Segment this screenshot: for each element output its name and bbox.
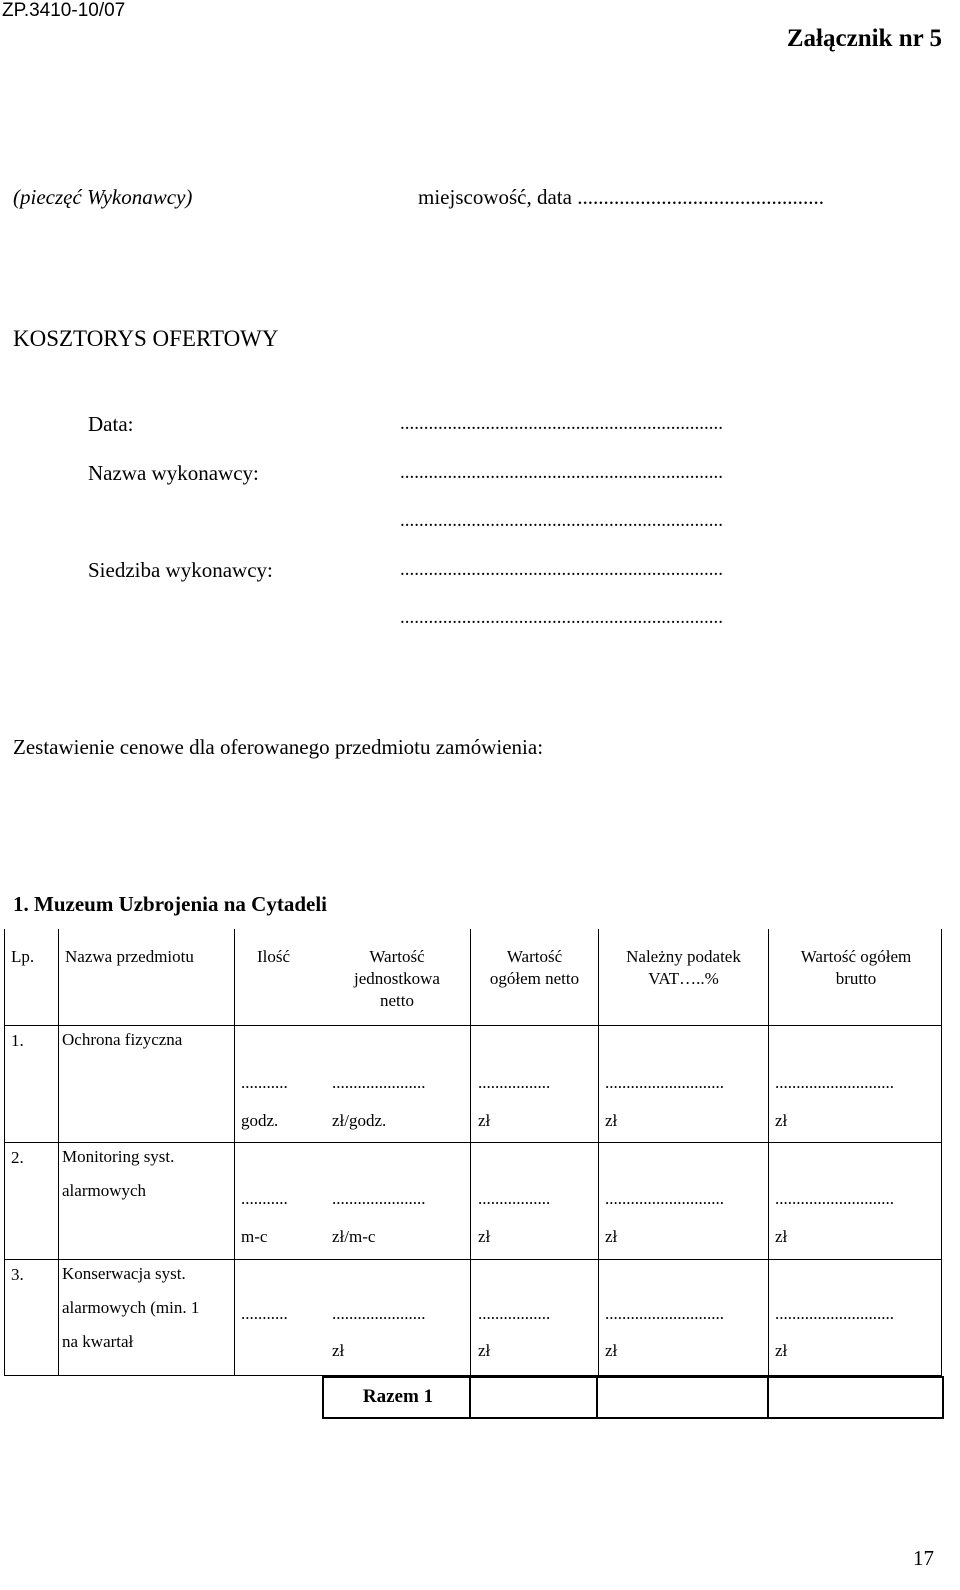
annex-number: Załącznik nr 5 <box>786 25 942 52</box>
row1-vat-unit: zł <box>605 1111 618 1130</box>
contractor-seat-field: .................................................................... <box>400 559 723 580</box>
header-lp: Lp. <box>11 947 35 966</box>
row3-item-name: Konserwacja syst. <box>62 1264 186 1283</box>
row3-unit-value-field: ...................... <box>332 1304 426 1323</box>
row2-item-name: Monitoring syst. <box>62 1147 175 1166</box>
row1-qty-unit: godz. <box>241 1111 279 1130</box>
header-unit-value: Wartość jednostkowa netto <box>354 947 440 1010</box>
row2-net-field: ................. <box>478 1189 551 1208</box>
total-row <box>322 1376 944 1419</box>
price-summary-heading: Zestawienie cenowe dla oferowanego przedmiotu zamówienia: <box>13 735 544 759</box>
row2-unit-value-field: ...................... <box>332 1189 426 1208</box>
row1-item-name: Ochrona fizyczna <box>62 1030 183 1049</box>
place-date-label: miejscowość, data ............................................... <box>418 185 824 209</box>
document-title: KOSZTORYS OFERTOWY <box>13 326 279 351</box>
row2-item-name-2: alarmowych <box>62 1181 147 1200</box>
row3-gross-unit: zł <box>775 1341 788 1360</box>
row-divider <box>5 1142 941 1143</box>
row3-qty-field: ........... <box>241 1304 288 1323</box>
contractor-seat-field-2: .................................................................... <box>400 607 723 628</box>
row-divider <box>5 1025 941 1026</box>
column-divider <box>768 929 769 1375</box>
date-label: Data: <box>88 412 134 436</box>
contractor-name-field: .................................................................... <box>400 462 723 483</box>
row2-lp: 2. <box>11 1148 24 1167</box>
row3-vat-unit: zł <box>605 1341 618 1360</box>
row1-vat-field: ............................ <box>605 1073 724 1092</box>
header-quantity: Ilość <box>257 947 291 966</box>
row3-vat-field: ............................ <box>605 1304 724 1323</box>
contractor-name-field-2: .................................................................... <box>400 510 723 531</box>
row2-net-unit: zł <box>478 1227 491 1246</box>
row2-gross-unit: zł <box>775 1227 788 1246</box>
row1-unit-value-field: ...................... <box>332 1073 426 1092</box>
row1-unit-value-unit: zł/godz. <box>332 1111 387 1130</box>
column-divider <box>598 929 599 1375</box>
row1-net-field: ................. <box>478 1073 551 1092</box>
date-field: .................................................................... <box>400 413 723 434</box>
page-number: 17 <box>913 1546 934 1570</box>
row1-net-unit: zł <box>478 1111 491 1130</box>
row2-qty-field: ........... <box>241 1189 288 1208</box>
row1-lp: 1. <box>11 1031 24 1050</box>
row3-unit-value-unit: zł <box>332 1341 345 1360</box>
row2-unit-value-unit: zł/m-c <box>332 1227 376 1246</box>
row2-qty-unit: m-c <box>241 1227 268 1246</box>
total-divider <box>469 1378 471 1417</box>
total-divider <box>767 1378 769 1417</box>
contractor-seat-label: Siedziba wykonawcy: <box>88 558 273 582</box>
header-item-name: Nazwa przedmiotu <box>65 947 194 966</box>
row-divider <box>5 1259 941 1260</box>
row1-gross-unit: zł <box>775 1111 788 1130</box>
total-label: Razem 1 <box>362 1386 434 1407</box>
column-divider <box>234 929 235 1375</box>
row1-gross-field: ............................ <box>775 1073 894 1092</box>
cost-table <box>4 929 942 1376</box>
row1-qty-field: ........... <box>241 1073 288 1092</box>
column-divider <box>58 929 59 1375</box>
row3-net-unit: zł <box>478 1341 491 1360</box>
row3-lp: 3. <box>11 1265 24 1284</box>
row2-vat-field: ............................ <box>605 1189 724 1208</box>
contractor-name-label: Nazwa wykonawcy: <box>88 461 259 485</box>
row3-item-name-3: na kwartał <box>62 1332 134 1351</box>
row3-net-field: ................. <box>478 1304 551 1323</box>
column-divider <box>470 929 471 1375</box>
header-net-total: Wartość ogółem netto <box>489 947 580 988</box>
header-vat: Należny podatek VAT…..% <box>626 947 741 988</box>
document-code: ZP.3410-10/07 <box>2 0 126 21</box>
row3-item-name-2: alarmowych (min. 1 <box>62 1298 200 1317</box>
contractor-stamp-label: (pieczęć Wykonawcy) <box>13 185 193 209</box>
header-gross-total: Wartość ogółem brutto <box>800 947 912 988</box>
section-title: 1. Muzeum Uzbrojenia na Cytadeli <box>13 892 328 916</box>
row2-vat-unit: zł <box>605 1227 618 1246</box>
total-divider <box>596 1378 598 1417</box>
row2-gross-field: ............................ <box>775 1189 894 1208</box>
row3-gross-field: ............................ <box>775 1304 894 1323</box>
